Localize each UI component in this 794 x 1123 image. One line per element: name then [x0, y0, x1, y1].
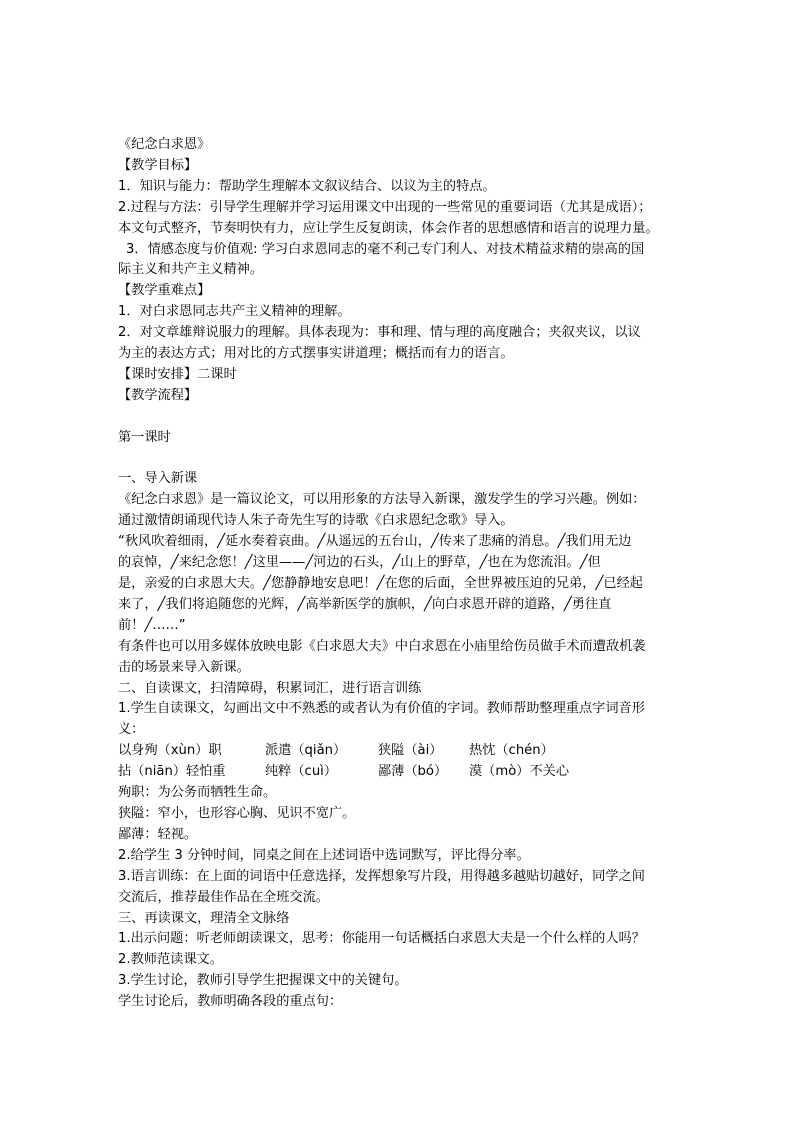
film-line-1: 有条件也可以用多媒体放映电影《白求恩大夫》中白求恩在小庙里给伤员做手术而遭敌机袭 — [118, 638, 646, 654]
section-3-heading: 三、再读课文，理清全文脉络 — [118, 910, 290, 926]
lesson-1-heading: 第一课时 — [118, 429, 171, 445]
poem-line-4: 来了，╱我们将追随您的光辉，╱高举新医学的旗帜，╱向白求恩开辟的道路，╱勇往直 — [118, 596, 612, 612]
blank-line — [118, 407, 678, 428]
step-3-line-1: 3.语言训练：在上面的词语中任意选择，发挥想象写片段，用得越多越贴切越好，同学之间 — [118, 868, 645, 884]
intro-line-2: 通过激情朗诵现代诗人朱子奇先生写的诗歌《白求恩纪念歌》导入。 — [118, 513, 514, 529]
step-2: 2.给学生 3 分钟时间，同桌之间在上述词语中选词默写，评比得分率。 — [118, 847, 530, 863]
pinyin-row-1 — [118, 741, 678, 762]
pinyin-term: 鄙薄（bó） — [378, 764, 448, 780]
pinyin-term: 漠（mò）不关心 — [469, 764, 570, 780]
poem-line-3: 是，亲爱的白求恩大夫。╱您静静地安息吧！╱在您的后面，全世界被压迫的兄弟，╱已经起 — [118, 576, 643, 591]
reread-2: 2.教师范读课文。 — [118, 952, 223, 968]
definition-1: 殉职：为公务而牺牲生命。 — [118, 785, 277, 801]
pinyin-term: 热忱（chén） — [469, 743, 554, 759]
difficulty-2-line-1: 2．对文章雄辩说服力的理解。具体表现为：事和理、情与理的高度融合；夹叙夹议，以议 — [118, 325, 641, 341]
definition-3: 鄙薄：轻视。 — [118, 826, 198, 842]
step-1-line-2: 义： — [118, 722, 145, 738]
difficulty-1: 1．对白求恩同志共产主义精神的理解。 — [118, 304, 351, 320]
intro-line-1: 《纪念白求恩》是一篇议论文，可以用形象的方法导入新课，激发学生的学习兴趣。例如： — [118, 492, 646, 508]
step-1-line-1: 1.学生自读课文，勾画出文中不熟悉的或者认为有价值的字词。教师帮助整理重点字词音形 — [118, 701, 645, 717]
document-body — [118, 135, 678, 1013]
difficulty-heading: 【教学重难点】 — [118, 283, 211, 299]
reread-4: 学生讨论后，教师明确各段的重点句： — [118, 994, 343, 1010]
goal-3-line-1: 3．情感态度与价值观: 学习白求恩同志的毫不利己专门利人、对技术精益求精的崇高的国 — [126, 241, 645, 257]
document-title: 《纪念白求恩》 — [118, 137, 211, 152]
pinyin-term: 派遣（qiǎn） — [265, 743, 347, 759]
pinyin-term: 纯粹（cuì） — [265, 764, 338, 780]
section-2-heading: 二、自读课文，扫清障碍，积累词汇，进行语言训练 — [118, 680, 422, 696]
definition-2: 狭隘：窄小，也形容心胸、见识不宽广。 — [118, 805, 356, 821]
schedule-line: 【课时安排】二课时 — [118, 366, 237, 382]
poem-line-2: 的哀悼，╱来纪念您！╱这里——╱河边的石头，╱山上的野草，╱也在为您流泪。╱但 — [118, 555, 601, 571]
pinyin-term: 狭隘（ài） — [378, 743, 443, 759]
reread-3: 3.学生讨论，教师引导学生把握课文中的关键句。 — [118, 973, 408, 989]
pinyin-row-2 — [118, 762, 678, 783]
goal-3-line-2: 际主义和共产主义精神。 — [118, 262, 264, 278]
difficulty-2-line-2: 为主的表达方式；用对比的方式摆事实讲道理；概括而有力的语言。 — [118, 346, 514, 362]
goal-2-line-2: 本文句式整齐，节奏明快有力，应让学生反复朗读，体会作者的思想感情和语言的说理力量。 — [118, 220, 659, 236]
goals-heading: 【教学目标】 — [118, 157, 198, 173]
pinyin-term: 以身殉（xùn）职 — [118, 743, 222, 759]
blank-line — [118, 449, 678, 470]
goal-1: 1．知识与能力：帮助学生理解本文叙议结合、以议为主的特点。 — [118, 178, 496, 194]
poem-line-1: “秋风吹着细雨，╱延水奏着哀曲。╱从遥远的五台山，╱传来了悲痛的消息。╱我们用无边 — [118, 534, 632, 550]
reread-1: 1.出示问题：听老师朗读课文，思考：你能用一句话概括白求恩大夫是一个什么样的人吗？ — [118, 931, 645, 947]
poem-line-5: 前！╱……” — [118, 617, 186, 633]
pinyin-term: 拈（niān）轻怕重 — [118, 764, 226, 780]
film-line-2: 击的场景来导入新课。 — [118, 659, 250, 675]
goal-2-line-1: 2.过程与方法：引导学生理解并学习运用课文中出现的一些常见的重要词语（尤其是成语）； — [118, 199, 652, 215]
section-1-heading: 一、导入新课 — [118, 471, 198, 487]
process-heading: 【教学流程】 — [118, 387, 198, 403]
step-3-line-2: 交流后，推荐最佳作品在全班交流。 — [118, 889, 329, 905]
